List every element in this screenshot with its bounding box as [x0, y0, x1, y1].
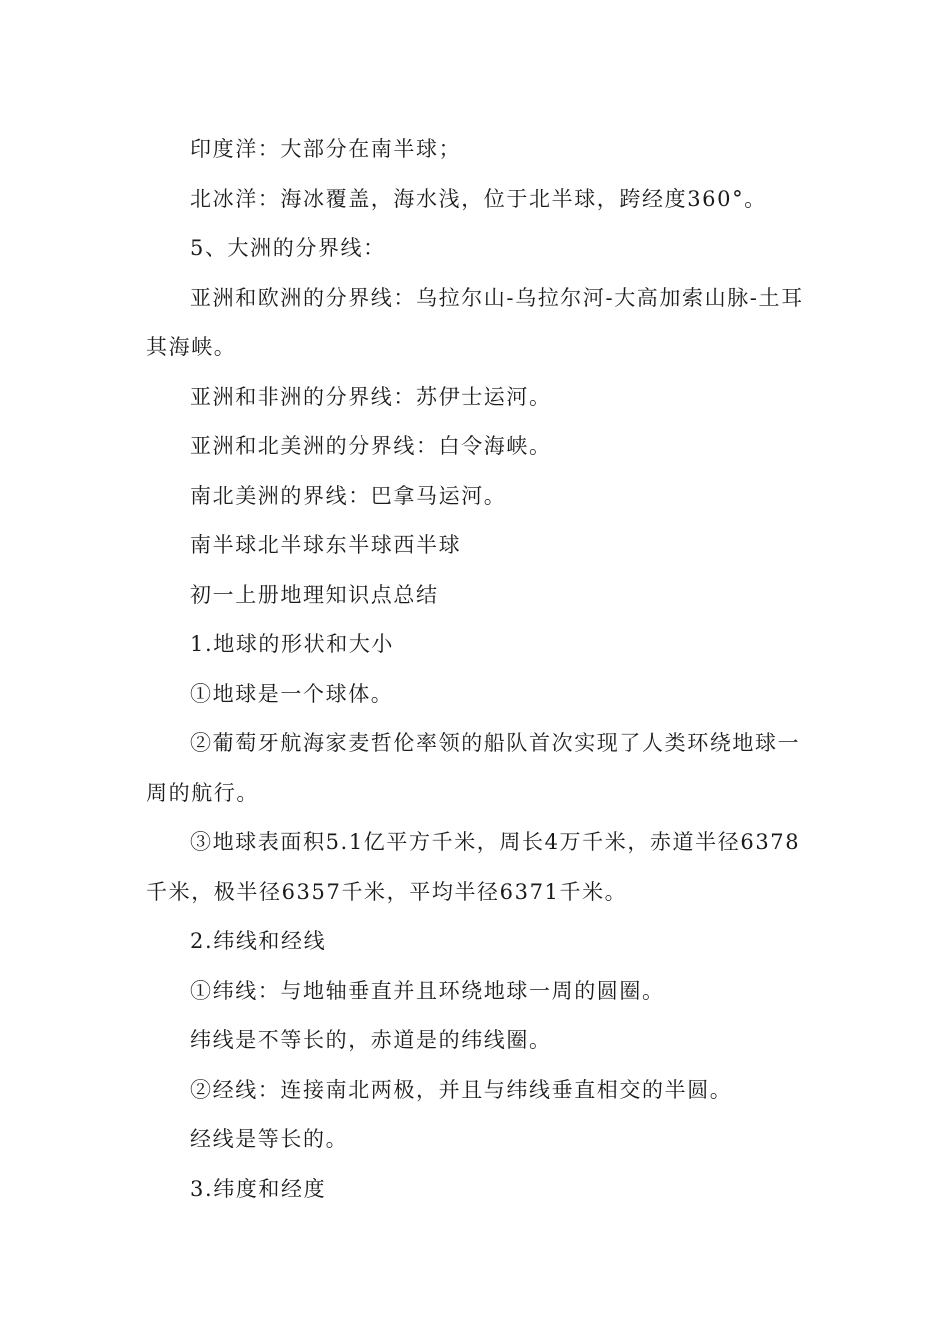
paragraph-americas-boundary: 南北美洲的界线：巴拿马运河。 [190, 483, 507, 508]
paragraph-magellan: ②葡萄牙航海家麦哲伦率领的船队首次实现了人类环绕地球一周的航行。 [146, 731, 801, 805]
heading-latitude-longitude-degrees: 3.纬度和经度 [190, 1176, 327, 1201]
paragraph-earth-sphere: ①地球是一个球体。 [190, 681, 394, 706]
paragraph-latitude-line: ①纬线：与地轴垂直并且环绕地球一周的圆圈。 [190, 978, 665, 1003]
paragraph-indian-ocean: 印度洋：大部分在南半球； [190, 137, 462, 161]
paragraph-arctic-ocean: 北冰洋：海冰覆盖，海水浅，位于北半球，跨经度360°。 [190, 186, 767, 211]
paragraph-hemispheres: 南半球北半球东半球西半球 [190, 533, 462, 557]
document-body [146, 125, 810, 1214]
heading-latitude-longitude-lines: 2.纬线和经线 [190, 929, 327, 953]
paragraph-latitude-length: 纬线是不等长的，赤道是的纬线圈。 [190, 1028, 552, 1052]
heading-continent-boundaries: 5、大洲的分界线： [190, 236, 386, 260]
paragraph-earth-dimensions: ③地球表面积5.1亿平方千米，周长4万千米，赤道半径6378千米，极半径6357千米，平均半径6371千米。 [146, 830, 801, 904]
paragraph-asia-europe-boundary: 亚洲和欧洲的分界线：乌拉尔山-乌拉尔河-大高加索山脉-土耳其海峡。 [146, 285, 804, 359]
heading-summary: 初一上册地理知识点总结 [190, 582, 439, 607]
paragraph-longitude-length: 经线是等长的。 [190, 1127, 349, 1151]
paragraph-asia-africa-boundary: 亚洲和非洲的分界线：苏伊士运河。 [190, 384, 552, 409]
paragraph-longitude-line: ②经线：连接南北两极，并且与纬线垂直相交的半圆。 [190, 1077, 733, 1102]
paragraph-asia-north-america-boundary: 亚洲和北美洲的分界线：白令海峡。 [190, 434, 552, 458]
heading-earth-shape-size: 1.地球的形状和大小 [190, 632, 395, 656]
